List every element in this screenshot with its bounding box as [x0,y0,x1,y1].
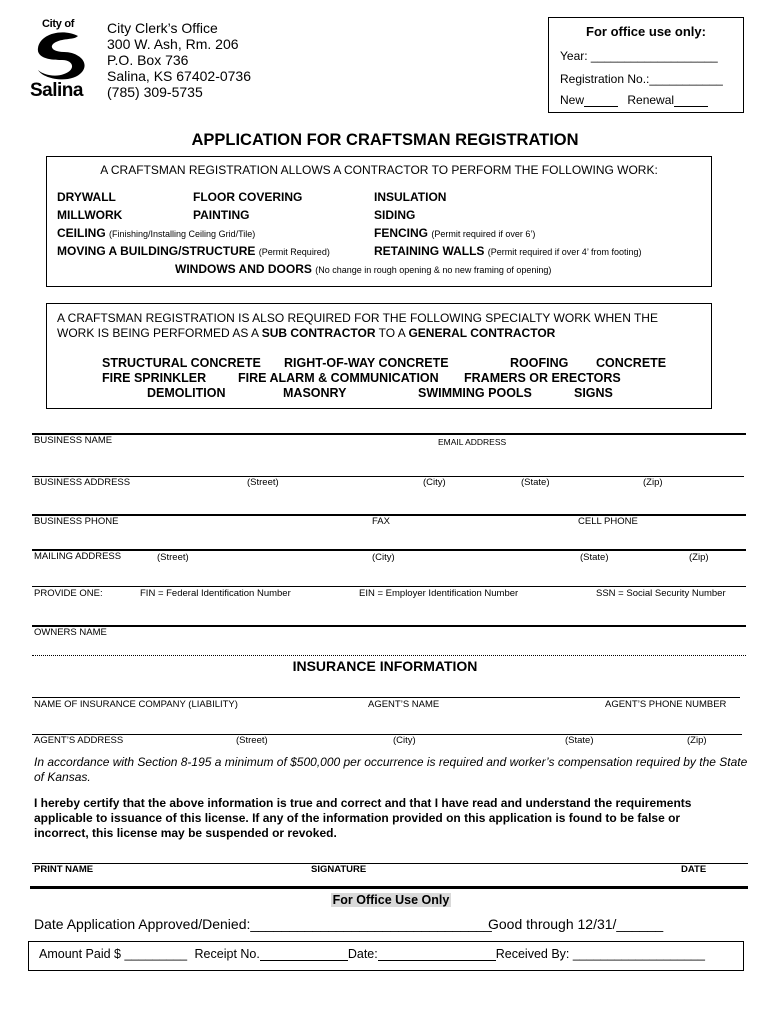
spec-demolition: DEMOLITION [147,386,226,400]
business-address-label: BUSINESS ADDRESS [34,477,131,488]
ein-option[interactable]: EIN = Employer Identification Number [359,588,519,599]
box2-intro-line1: A CRAFTSMAN REGISTRATION IS ALSO REQUIRED FOR THE FOLLOWING SPECIALTY WORK WHEN THE [57,311,658,325]
footer-date-field[interactable] [378,960,496,961]
receipt-no-label: Receipt No. [194,947,260,961]
fax-label: FAX [372,516,390,527]
mailing-address-line[interactable] [32,549,746,551]
ssn-option[interactable]: SSN = Social Security Number [596,588,726,599]
thick-divider [30,886,748,889]
owners-name-label: OWNERS NAME [34,627,107,638]
agent-address-zip: (Zip) [687,735,707,746]
page-title: APPLICATION FOR CRAFTSMAN REGISTRATION [191,131,579,149]
address-line: (785) 309-5735 [107,84,203,100]
agent-address-state: (State) [565,735,594,746]
logo-city-of-text: City of [42,18,75,30]
work-insulation: INSULATION [374,190,447,204]
logo-salina-text: Salina [30,80,83,101]
clerk-office-address [107,20,251,100]
city-logo [30,18,98,102]
mailing-zip: (Zip) [689,552,709,563]
business-address-street: (Street) [247,477,279,488]
year-field[interactable]: Year: ___________________ [560,49,718,63]
spec-roofing: ROOFING [510,356,569,370]
certification-text: I hereby certify that the above information is true and correct and that I have read and understand the requirements applicable to issuance of this license. If any of the information provided on this application is found to be false or incorrect, this license may be suspended or revoked. [34,796,692,840]
spec-structural-concrete: STRUCTURAL CONCRETE [102,356,261,370]
section-divider [32,655,746,656]
good-through-field[interactable]: Good through 12/31/______ [488,916,664,932]
spec-concrete: CONCRETE [596,356,667,370]
footer-date-label: Date: [347,947,378,961]
email-label: EMAIL ADDRESS [438,437,507,447]
business-address-line[interactable] [32,476,744,477]
box1-intro: A CRAFTSMAN REGISTRATION ALLOWS A CONTRACTOR TO PERFORM THE FOLLOWING WORK: [100,163,658,177]
renewal-checkbox[interactable] [674,106,708,107]
work-retaining-walls: RETAINING WALLS (Permit required if over 4’ from footing) [374,244,642,258]
office-use-title: For office use only: [586,24,706,39]
fin-option[interactable]: FIN = Federal Identification Number [140,588,291,599]
payment-box [28,941,744,971]
date-approved-field[interactable]: Date Application Approved/Denied:_______________________________ [34,916,492,932]
address-line: City Clerk’s Office [107,20,218,36]
spec-fire-sprinkler: FIRE SPRINKLER [102,371,207,385]
business-name-line[interactable] [32,433,746,435]
spec-masonry: MASONRY [283,386,347,400]
signature-label: SIGNATURE [311,864,367,875]
agent-address-city: (City) [393,735,416,746]
amount-paid-field[interactable]: Amount Paid $ _________ [39,947,188,961]
address-line: Salina, KS 67402-0736 [107,68,251,84]
business-address-zip: (Zip) [643,477,663,488]
work-moving-building: MOVING A BUILDING/STRUCTURE (Permit Required) [57,244,330,258]
mailing-city: (City) [372,552,395,563]
receipt-no-field[interactable] [260,960,348,961]
box2-intro-line2: WORK IS BEING PERFORMED AS A SUB CONTRACTOR TO A GENERAL CONTRACTOR [57,326,556,340]
spec-signs: SIGNS [574,386,613,400]
date-label: DATE [681,864,707,875]
signature-line[interactable] [32,863,748,864]
mailing-street: (Street) [157,552,189,563]
provide-one-label: PROVIDE ONE: [34,588,103,599]
insurance-statement: In accordance with Section 8-195 a minimum of $500,000 per occurrence is required and worker’s compensation required by the State of Kansas. [34,755,748,784]
agent-address-street: (Street) [236,735,268,746]
footer-title-wrap [0,893,770,907]
spec-swimming-pools: SWIMMING POOLS [418,386,532,400]
address-line: P.O. Box 736 [107,52,189,68]
new-renewal-row [560,93,708,107]
work-millwork: MILLWORK [57,208,123,222]
registration-no-field[interactable]: Registration No.:___________ [560,72,723,86]
work-painting: PAINTING [193,208,250,222]
insurance-company-label: NAME OF INSURANCE COMPANY (LIABILITY) [34,699,238,710]
business-phone-label: BUSINESS PHONE [34,516,119,527]
work-floor-covering: FLOOR COVERING [193,190,303,204]
agent-address-label: AGENT’S ADDRESS [34,735,124,746]
mailing-state: (State) [580,552,609,563]
new-label: New [560,93,585,107]
footer-title: For Office Use Only [332,893,450,907]
work-windows-doors: WINDOWS AND DOORS (No change in rough opening & no new framing of opening) [175,262,552,276]
insurance-title: INSURANCE INFORMATION [292,658,478,674]
mailing-address-label: MAILING ADDRESS [34,551,122,562]
spec-framers: FRAMERS OR ERECTORS [464,371,621,385]
spec-row-concrete: RIGHT-OF-WAY CONCRETE [284,356,449,370]
print-name-label: PRINT NAME [34,864,94,875]
logo-swoosh-icon [32,30,92,82]
business-name-label: BUSINESS NAME [34,435,113,446]
agent-phone-label: AGENT’S PHONE NUMBER [605,699,727,710]
work-siding: SIDING [374,208,416,222]
agent-address-line[interactable] [32,734,742,735]
insurance-company-line[interactable] [32,697,740,698]
spec-fire-alarm: FIRE ALARM & COMMUNICATION [238,371,439,385]
business-address-city: (City) [423,477,446,488]
work-ceiling: CEILING (Finishing/Installing Ceiling Grid/Tile) [57,226,256,240]
received-by-field[interactable]: Received By: ___________________ [495,947,705,961]
provide-one-line[interactable] [32,586,746,587]
new-checkbox[interactable] [584,106,618,107]
specialty-work-box [46,303,712,409]
owners-name-line[interactable] [32,625,746,627]
business-address-state: (State) [521,477,550,488]
craftsman-work-box [46,156,712,287]
cell-phone-label: CELL PHONE [578,516,638,527]
payment-row [39,947,705,961]
address-line: 300 W. Ash, Rm. 206 [107,36,239,52]
office-use-box [548,17,744,113]
work-fencing: FENCING (Permit required if over 6’) [374,226,536,240]
agent-name-label: AGENT’S NAME [368,699,440,710]
work-drywall: DRYWALL [57,190,116,204]
renewal-label: Renewal [627,93,675,107]
